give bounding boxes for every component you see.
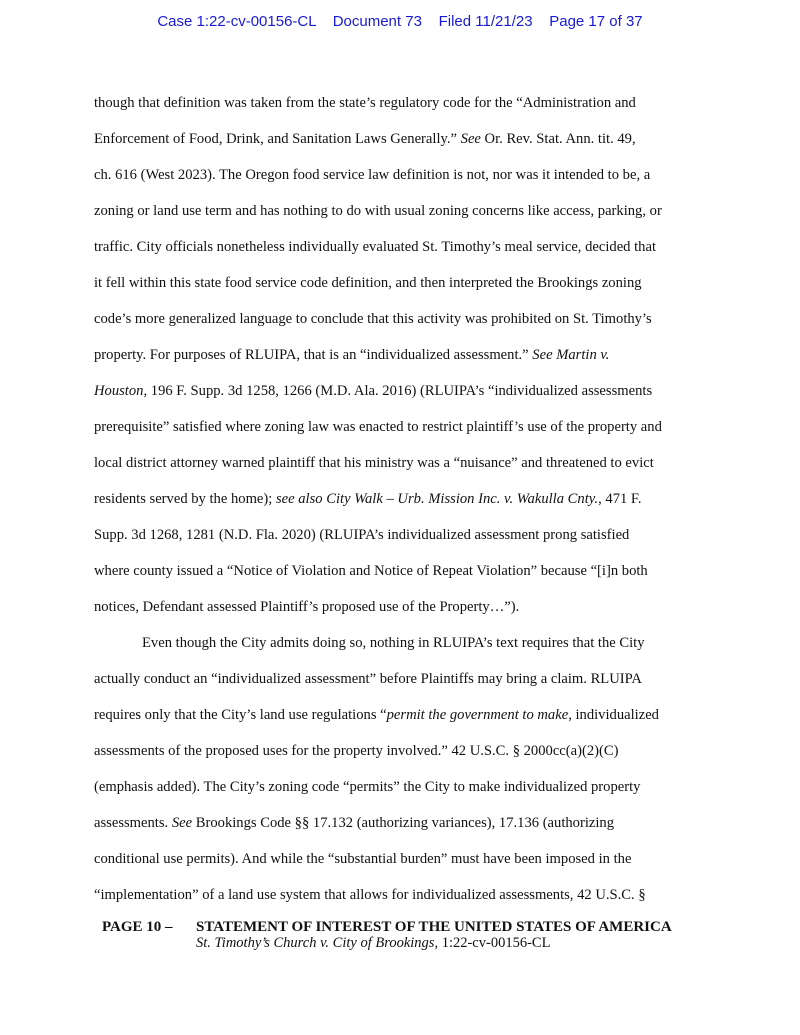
text-run: ch. 616 (West 2023). The Oregon food service law definition is not, nor was it intended to be, a bbox=[94, 167, 651, 183]
text-line bbox=[94, 631, 714, 667]
text-line bbox=[94, 127, 714, 163]
text-line bbox=[94, 883, 714, 919]
case-caption-number: , 1:22-cv-00156-CL bbox=[434, 935, 551, 951]
text-run: property. For purposes of RLUIPA, that is an “individualized assessment.” bbox=[94, 347, 533, 363]
text-run: , individualized bbox=[568, 707, 659, 723]
text-run: Enforcement of Food, Drink, and Sanitation Laws Generally.” bbox=[94, 131, 461, 147]
text-run: though that definition was taken from the state’s regulatory code for the “Administration and bbox=[94, 95, 636, 111]
text-run: residents served by the home); bbox=[94, 491, 276, 507]
italic-text: See bbox=[171, 815, 193, 831]
text-line bbox=[94, 415, 714, 451]
text-run: Brookings Code §§ 17.132 (authorizing variances), 17.136 (authorizing bbox=[192, 815, 615, 831]
text-line bbox=[94, 811, 714, 847]
italic-text: See Martin v. bbox=[532, 347, 610, 363]
text-line bbox=[94, 235, 714, 271]
text-run: Even though the City admits doing so, nothing in RLUIPA’s text requires that the City bbox=[142, 635, 645, 651]
text-line bbox=[94, 379, 714, 415]
text-line bbox=[94, 703, 714, 739]
page-footer bbox=[102, 919, 722, 952]
text-line bbox=[94, 199, 714, 235]
case-header: Case 1:22-cv-00156-CL Document 73 Filed 11/21/23 Page 17 of 37 bbox=[157, 13, 643, 30]
text-line bbox=[94, 307, 714, 343]
italic-text: see also City Walk – Urb. Mission Inc. v. Wakulla Cnty. bbox=[275, 491, 599, 507]
text-line bbox=[94, 271, 714, 307]
text-run: it fell within this state food service code definition, and then interpreted the Brookings zoning bbox=[94, 275, 642, 291]
text-line bbox=[94, 91, 714, 127]
text-line bbox=[94, 523, 714, 559]
text-run: prerequisite” satisfied where zoning law was enacted to restrict plaintiff’s use of the property and bbox=[94, 419, 662, 435]
text-line bbox=[94, 163, 714, 199]
text-run: traffic. City officials nonetheless individually evaluated St. Timothy’s meal service, decided that bbox=[94, 239, 657, 255]
text-line bbox=[94, 595, 714, 631]
text-run: (emphasis added). The City’s zoning code “permits” the City to make individualized property bbox=[94, 779, 641, 795]
text-line bbox=[94, 667, 714, 703]
text-run: assessments. bbox=[94, 815, 172, 831]
italic-text: permit the government to make bbox=[386, 707, 569, 723]
text-run: conditional use permits). And while the “substantial burden” must have been imposed in the bbox=[94, 851, 632, 867]
text-line bbox=[94, 487, 714, 523]
text-run: notices, Defendant assessed Plaintiff’s proposed use of the Property…”). bbox=[94, 599, 520, 615]
case-caption bbox=[102, 935, 722, 952]
italic-text: Houston bbox=[94, 383, 144, 399]
text-line bbox=[94, 559, 714, 595]
text-line bbox=[94, 739, 714, 775]
text-run: , 196 F. Supp. 3d 1258, 1266 (M.D. Ala. 2016) (RLUIPA’s “individualized assessments bbox=[143, 383, 653, 399]
document-body bbox=[94, 91, 714, 919]
text-run: local district attorney warned plaintiff that his ministry was a “nuisance” and threatened to evict bbox=[94, 455, 654, 471]
footer-title: STATEMENT OF INTEREST OF THE UNITED STATES OF AMERICA bbox=[196, 919, 672, 935]
italic-text: See bbox=[460, 131, 481, 147]
text-run: where county issued a “Notice of Violation and Notice of Repeat Violation” because “[i]n both bbox=[94, 563, 648, 579]
text-run: Supp. 3d 1268, 1281 (N.D. Fla. 2020) (RLUIPA’s individualized assessment prong satisfied bbox=[94, 527, 630, 543]
text-line bbox=[94, 847, 714, 883]
page-number-label: PAGE 10 – bbox=[102, 919, 173, 935]
case-caption-name: St. Timothy’s Church v. City of Brookings bbox=[196, 935, 435, 951]
text-run: requires only that the City’s land use regulations “ bbox=[94, 707, 387, 723]
text-line bbox=[94, 451, 714, 487]
text-run: actually conduct an “individualized assessment” before Plaintiffs may bring a claim. RLUIPA bbox=[94, 671, 642, 687]
text-run: zoning or land use term and has nothing to do with usual zoning concerns like access, parking, or bbox=[94, 203, 662, 219]
footer-title-row bbox=[102, 919, 722, 936]
text-run: , 471 F. bbox=[598, 491, 642, 507]
text-run: Or. Rev. Stat. Ann. tit. 49, bbox=[480, 131, 636, 147]
text-run: “implementation” of a land use system that allows for individualized assessments, 42 U.S.C. § bbox=[94, 887, 646, 903]
text-line bbox=[94, 343, 714, 379]
text-line bbox=[94, 775, 714, 811]
text-run: assessments of the proposed uses for the property involved.” 42 U.S.C. § 2000cc(a)(2)(C) bbox=[94, 743, 619, 759]
text-run: code’s more generalized language to conclude that this activity was prohibited on St. Timothy’s bbox=[94, 311, 652, 327]
